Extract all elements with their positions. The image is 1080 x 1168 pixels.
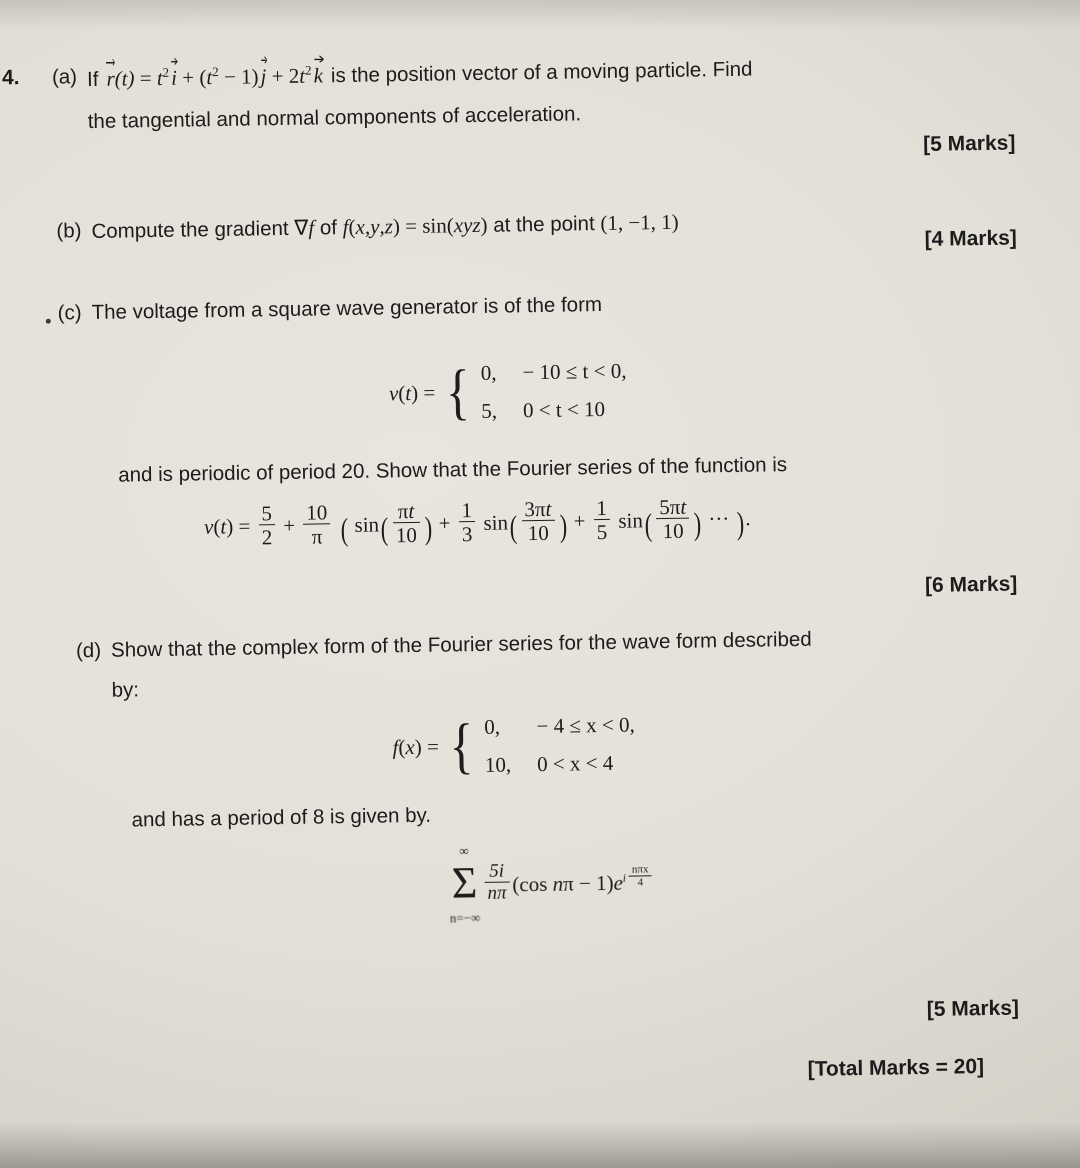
part-a-label: (a) [51, 65, 78, 89]
part-a [52, 48, 1053, 136]
part-b-label: (b) [56, 219, 82, 243]
left-brace-2: { [449, 712, 475, 781]
series-plus-2: + [438, 510, 451, 536]
part-c-text2: and is periodic of period 20. Show that the Fourier series of the function is [118, 453, 788, 487]
part-d-marks: [5 Marks] [926, 996, 1020, 1021]
case-1-condition: − 10 ≤ t < 0, [522, 358, 627, 385]
part-a-line2: the tangential and normal components of acceleration. [87, 101, 582, 133]
part-a-text-before: If [86, 67, 99, 92]
part-c [57, 284, 1047, 327]
open-paren: ( [340, 510, 349, 547]
part-c-label: (c) [57, 301, 82, 325]
summation-symbol: Σ ∞ n=−∞ [449, 843, 481, 926]
case-2-condition-d: 0 < x < 4 [536, 751, 614, 777]
part-d-sum [447, 843, 655, 926]
series-term2: $\frac{10}{\pi}$ [303, 501, 331, 549]
stray-mark [46, 319, 51, 324]
ellipsis: ··· [708, 506, 730, 531]
part-d [76, 622, 1067, 705]
case-2-value: 5, [481, 398, 498, 424]
sin-term-3: sin( $\frac{3\pi t}{10}$ ) [483, 496, 567, 546]
part-a-marks: [5 Marks] [922, 131, 1016, 156]
part-d-body [111, 622, 1067, 704]
part-c-text: The voltage from a square wave generator is of the form [91, 292, 603, 325]
sin-term-1: sin( $\frac{\pi t}{10}$ ) [354, 498, 433, 548]
part-a-expression: $r(t) = t^2$ $i + (t^2 - 1)$ $j + 2t^2$ k [106, 59, 323, 93]
case-2-value-d: 10, [484, 752, 512, 778]
part-d-line2: by: [111, 677, 140, 702]
part-d-piecewise-lhs: f(x) = [392, 734, 439, 760]
sum-upper-limit: ∞ [459, 843, 469, 859]
sum-coefficient: $\frac{5i}{n\pi}$ [484, 861, 510, 904]
total-marks: [Total Marks = 20] [807, 1055, 985, 1081]
sum-lower-limit: n=−∞ [449, 909, 481, 926]
question-number: 4. [1, 66, 20, 90]
part-c-marks: [6 Marks] [924, 572, 1018, 597]
close-paren: ) [735, 504, 744, 541]
part-d-text: Show that the complex form of the Fourier series for the wave form described [110, 627, 812, 662]
part-b-marks: [4 Marks] [924, 226, 1018, 251]
part-d-text2: and has a period of 8 is given by. [131, 803, 432, 832]
part-b-text: Compute the gradient ∇f of f(x,y,z) = sin(xyz) at the point (1, −1, 1) [91, 209, 679, 244]
case-1-value: 0, [480, 360, 497, 385]
part-c-body [91, 284, 1047, 327]
part-a-body [87, 48, 1053, 135]
part-a-text-after: is the position vector of a moving particle. Find [330, 57, 753, 88]
part-b-body [91, 202, 1046, 246]
series-term1: $\frac{5}{2}$ [258, 502, 275, 549]
sin-term-5: sin( $\frac{5\pi t}{10}$ ) [618, 494, 702, 544]
case-2-condition: 0 < t < 10 [522, 397, 606, 423]
case-1-value-d: 0, [484, 714, 501, 739]
part-d-piecewise [392, 711, 636, 781]
series-plus: + [283, 513, 296, 538]
part-c-series: v(t) = $\frac{5}{2}$ + $\frac{10}{\pi}$ ( sin( $\frac{\pi t}{10}$ ) + $\frac{1}{3}$ sin( $\frac{3\pi t}{10}$ ) + $\frac{1}{5}$ sin( $\frac{5\pi t}{10}$ ) ··· ). [203, 494, 751, 550]
part-b [56, 202, 1046, 246]
coef-one-third: $\frac{1}{3}$ [458, 499, 475, 546]
sum-body: (cos $n\pi - 1)e^{i \frac{\text{nπx}}{4}}$ [512, 864, 655, 899]
part-d-label: (d) [75, 638, 102, 663]
part-c-piecewise-lhs: v(t) = [388, 380, 436, 406]
series-lhs: v(t) = [203, 514, 251, 539]
coef-one-fifth: $\frac{1}{5}$ [593, 497, 610, 544]
part-c-piecewise [388, 357, 627, 427]
case-1-condition-d: − 4 ≤ x < 0, [536, 712, 635, 739]
left-brace: { [445, 358, 471, 427]
series-plus-3: + [573, 508, 586, 533]
